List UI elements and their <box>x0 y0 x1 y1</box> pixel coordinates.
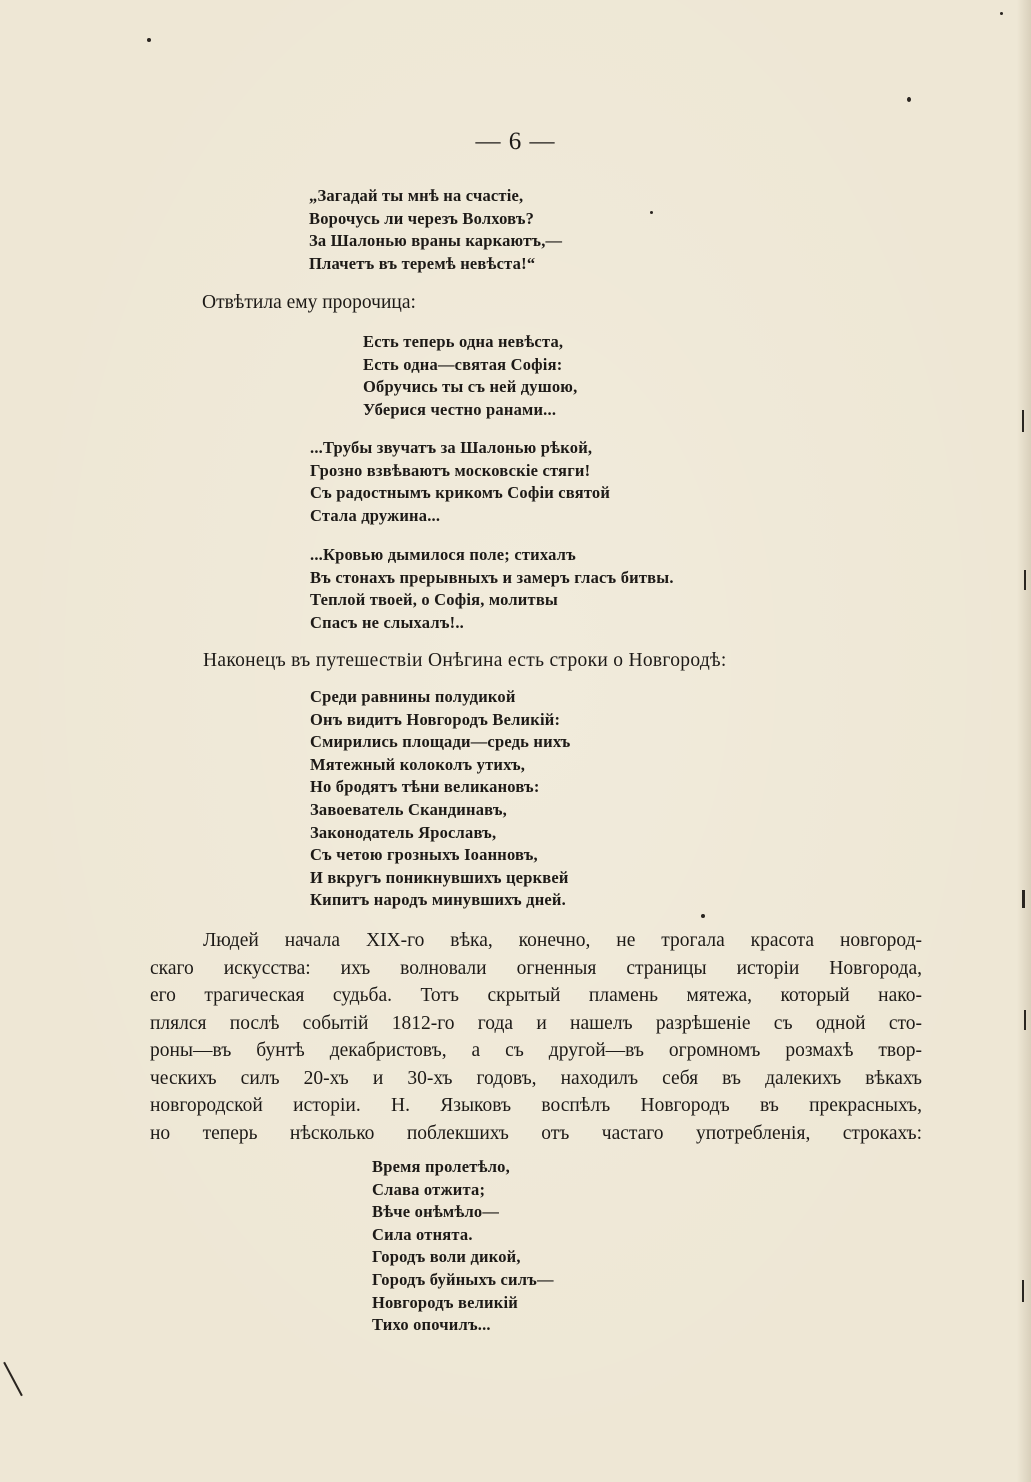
verse-line: Тихо опочилъ... <box>372 1315 491 1335</box>
verse-line: Стала дружина... <box>310 505 441 525</box>
paragraph-line: но теперь нѣсколько поблекшихъ отъ частаго употребленія, строкахъ: <box>150 1122 922 1144</box>
margin-mark <box>1022 1280 1024 1302</box>
verse-line: Смирились площади—средь нихъ <box>310 732 571 752</box>
verse-line: Мятежный колоколъ утихъ, <box>310 754 526 774</box>
paragraph-line: новгородской исторіи. Н. Языковъ воспѣлъ Новгородъ въ прекрасныхъ, <box>150 1095 922 1116</box>
scan-speck <box>1000 12 1003 15</box>
verse-line: Кипитъ народъ минувшихъ дней. <box>310 890 566 910</box>
verse-line: Обручись ты съ ней душою, <box>363 377 578 397</box>
scan-speck <box>147 38 151 42</box>
verse-line: Спасъ не слыхалъ!.. <box>310 612 465 632</box>
body-paragraph <box>150 927 922 1147</box>
margin-mark <box>1024 570 1026 590</box>
verse-line: Въ стонахъ прерывныхъ и замеръ гласъ битвы. <box>310 567 674 587</box>
verse-line: Городъ буйныхъ силъ— <box>372 1269 554 1289</box>
intro-line-onegin: Наконецъ въ путешествіи Онѣгина есть строки о Новгородѣ: <box>203 650 727 671</box>
page-number: — 6 — <box>475 128 556 155</box>
verse-line: Теплой твоей, о Софія, молитвы <box>310 590 559 610</box>
verse-line: Съ радостнымъ крикомъ Софіи святой <box>310 483 611 503</box>
verse-fortune-teller-question <box>309 185 562 275</box>
paragraph-line: роны—въ бунтѣ декабристовъ, а съ другой—въ огромномъ розмахѣ твор- <box>150 1040 922 1061</box>
paragraph-line: плялся послѣ событій 1812-го года и нашелъ разрѣшеніе съ одной сто- <box>150 1012 922 1034</box>
verse-line: Есть теперь одна невѣста, <box>363 332 564 351</box>
paragraph-line: его трагическая судьба. Тотъ скрытый пламень мятежа, который нако- <box>150 985 922 1006</box>
verse-line: Онъ видитъ Новгородъ Великій: <box>310 709 561 729</box>
verse-line: Завоеватель Скандинавъ, <box>310 799 507 819</box>
verse-line: Новгородъ великій <box>372 1292 518 1312</box>
verse-line: Ворочусь ли черезъ Волховъ? <box>309 208 535 228</box>
verse-line: Но бродятъ тѣни великановъ: <box>310 777 540 797</box>
verse-line: Съ четою грозныхъ Іоанновъ, <box>310 845 538 865</box>
verse-line: „Загадай ты мнѣ на счастіе, <box>309 186 524 205</box>
scan-speck <box>650 211 653 214</box>
paragraph-line: Людей начала XIX-го вѣка, конечно, не трогала красота новгород- <box>203 930 922 951</box>
verse-line: Уберися честно ранами... <box>363 399 557 419</box>
scan-speck <box>701 914 705 918</box>
verse-trumpets <box>310 437 610 527</box>
paragraph-line: скаго искусства: ихъ волновали огненныя страницы исторіи Новгорода, <box>150 957 922 979</box>
intro-line-prophetess: Отвѣтила ему пророчица: <box>202 292 416 313</box>
margin-mark <box>1022 890 1025 908</box>
verse-line: ...Кровью дымилося поле; стихалъ <box>310 545 576 564</box>
verse-line: Вѣче онѣмѣло— <box>372 1202 500 1222</box>
verse-line: Слава отжита; <box>372 1179 486 1199</box>
verse-line: ...Трубы звучатъ за Шалонью рѣкой, <box>310 438 593 457</box>
paragraph-line: ческихъ силъ 20-хъ и 30-хъ годовъ, находилъ себя въ далекихъ вѣкахъ <box>150 1067 922 1089</box>
verse-line: Законодатель Ярославъ, <box>310 822 497 842</box>
verse-onegin-novgorod <box>310 686 571 912</box>
verse-yazykov <box>372 1156 554 1337</box>
verse-line: Время пролетѣло, <box>372 1157 510 1176</box>
scan-speck <box>907 97 911 102</box>
margin-mark <box>1022 410 1024 432</box>
verse-line: Грозно взвѣваютъ московскіе стяги! <box>310 460 591 480</box>
verse-line: И вкругъ поникнувшихъ церквей <box>310 867 569 887</box>
verse-line: Городъ воли дикой, <box>372 1247 521 1267</box>
verse-line: Плачетъ въ теремѣ невѣста!“ <box>309 253 536 273</box>
verse-line: Есть одна—святая Софія: <box>363 354 563 374</box>
page-edge-shadow <box>1017 0 1031 1482</box>
verse-line: Сила отнята. <box>372 1224 473 1244</box>
verse-line: За Шалонью враны каркаютъ,— <box>309 231 563 251</box>
verse-battlefield <box>310 544 674 634</box>
verse-prophetess-answer <box>363 331 577 421</box>
margin-mark <box>3 1362 23 1396</box>
margin-mark <box>1024 1010 1026 1030</box>
verse-line: Среди равнины полудикой <box>310 687 516 706</box>
